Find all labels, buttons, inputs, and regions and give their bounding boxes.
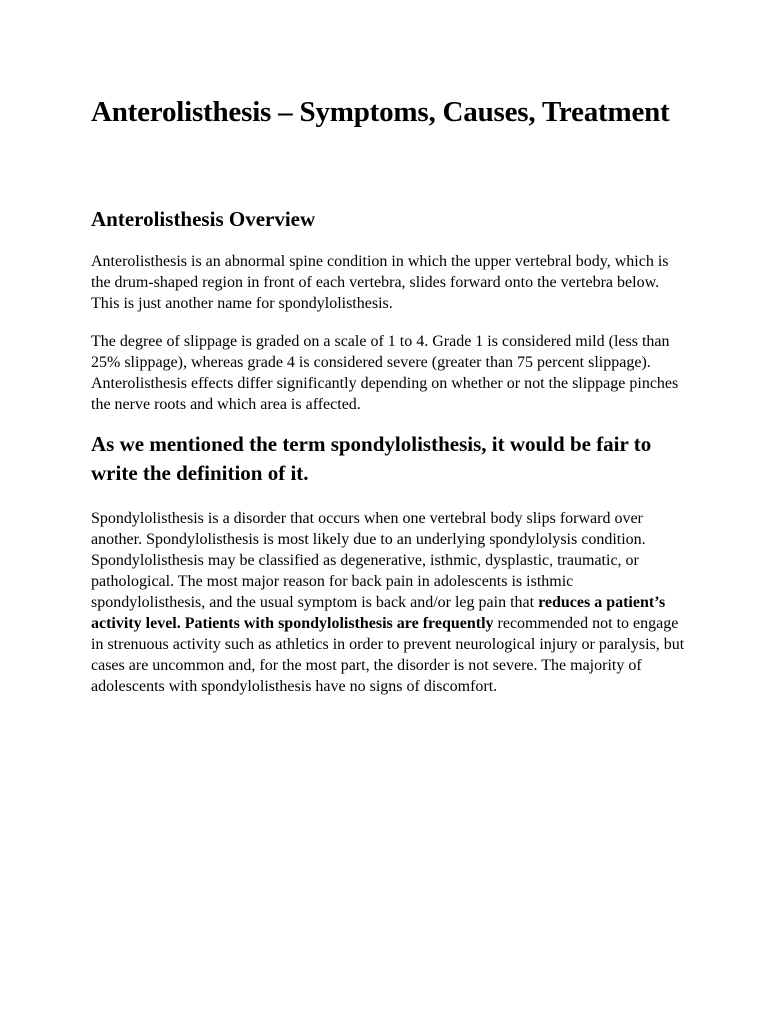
overview-paragraph-2: The degree of slippage is graded on a scale of 1 to 4. Grade 1 is considered mild (less than 25% slippage), whereas grade 4 is considered severe (greater than 75 percent slippage). Anterolisthesis effects differ significantly depending on whether or not the slippage pinches the nerve roots and which area is affected.: [91, 333, 679, 413]
document-title: Anterolisthesis – Symptoms, Causes, Treatment: [91, 96, 670, 128]
definition-text-end: recommended not to engage in strenuous activity such as athletics in order to prevent neurological injury or paralysis, but cases are uncommon and, for the most part, the disorder is not severe. The majority of adolescents with spondylolisthesis have no signs of discomfort.: [91, 615, 685, 695]
overview-paragraph-1: Anterolisthesis is an abnormal spine condition in which the upper vertebral body, which is the drum-shaped region in front of each vertebra, slides forward onto the vertebra below. This is just another name for spondylolisthesis.: [91, 253, 669, 312]
definition-heading: As we mentioned the term spondylolisthesis, it would be fair to write the definition of it.: [91, 432, 652, 485]
definition-paragraph: [91, 508, 691, 697]
document-page: [91, 94, 691, 697]
definition-text-start: Spondylolisthesis is a disorder that occurs when one vertebral body slips forward over another. Spondylolisthesis is most likely due to an underlying spondylolysis condition. Spondylolisthesis may be classified as degenerative, isthmic, dysplastic, traumatic, or pathological. The most major reason for back pain in adolescents is isthmic spondylolisthesis, and the usual symptom is back and/or leg pain that: [91, 510, 646, 611]
overview-heading: Anterolisthesis Overview: [91, 207, 316, 231]
definition-text-bold: reduces a patient’s activity level. Patients with spondylolisthesis are frequently: [91, 594, 666, 632]
